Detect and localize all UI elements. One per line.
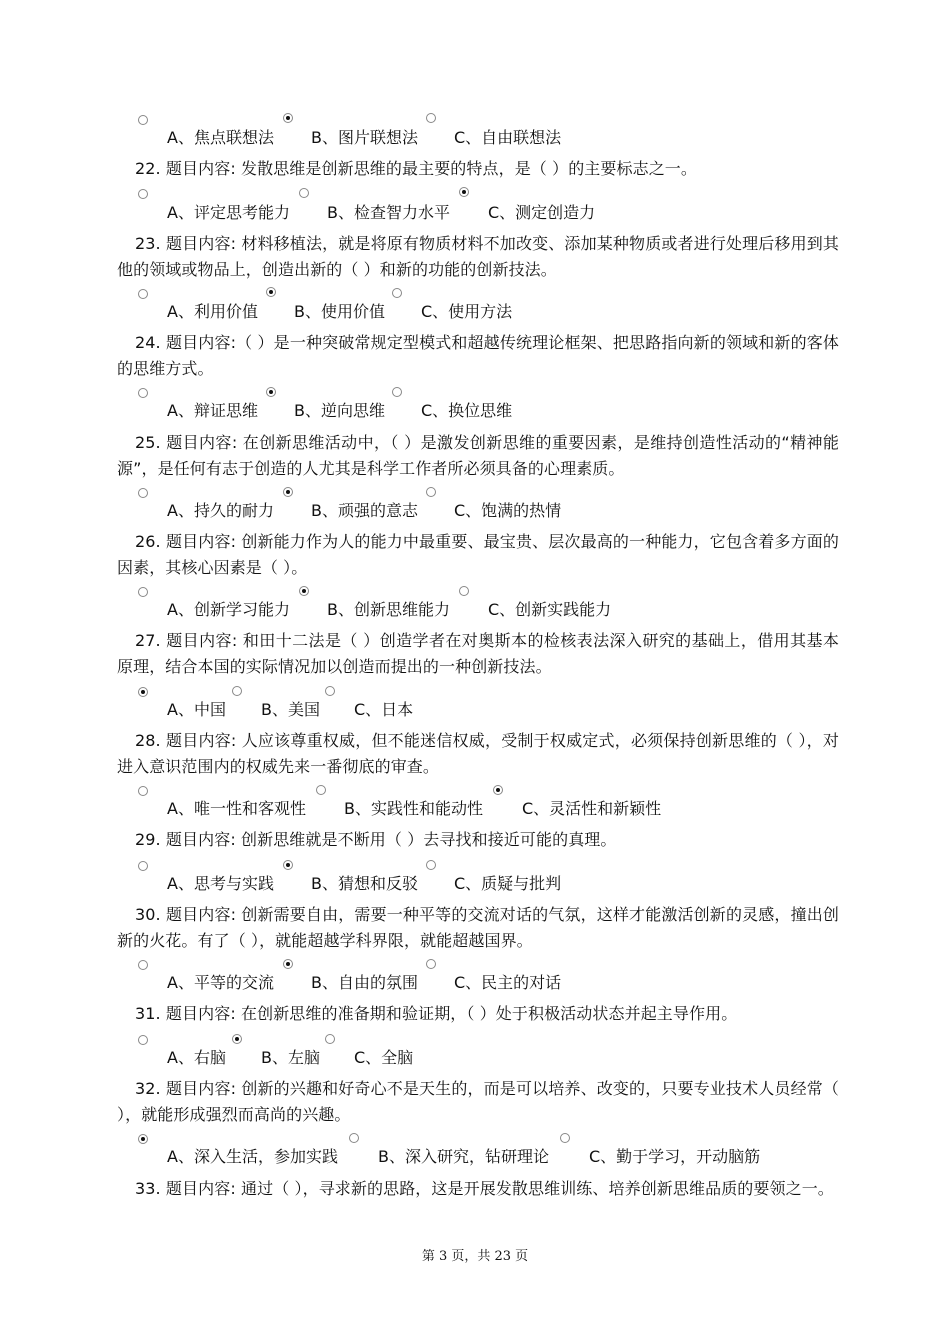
option-b: B、深入研究，钻研理论	[378, 1147, 549, 1166]
question-31-text: 31. 题目内容: 在创新思维的准备期和验证期，（ ）处于积极活动状态并起主导作用。	[135, 1004, 738, 1023]
radio-button[interactable]	[138, 115, 148, 125]
radio-button[interactable]	[459, 586, 469, 596]
radio-button-selected[interactable]	[266, 287, 276, 297]
radio-button[interactable]	[138, 1035, 148, 1045]
radio-button[interactable]	[138, 587, 148, 597]
question-26-text: 26. 题目内容: 创新能力作为人的能力中最重要、最宝贵、层次最高的一种能力，它包含着多方面的因素，其核心因素是（ ）。	[117, 532, 839, 577]
radio-button[interactable]	[299, 188, 309, 198]
option-b: B、实践性和能动性	[344, 799, 483, 818]
radio-button-selected[interactable]	[138, 687, 148, 697]
option-c: C、创新实践能力	[488, 600, 612, 619]
option-a: A、利用价值	[167, 302, 258, 321]
option-b: B、自由的氛围	[311, 973, 418, 992]
radio-button-selected[interactable]	[283, 487, 293, 497]
radio-button[interactable]	[325, 1034, 335, 1044]
option-c: C、使用方法	[421, 302, 513, 321]
question-27-text: 27. 题目内容: 和田十二法是（ ）创造学者在对奥斯本的检核表法深入研究的基础上，借用其基本原理，结合本国的实际情况加以创造而提出的一种创新技法。	[117, 631, 839, 676]
option-a: A、评定思考能力	[167, 203, 290, 222]
radio-button[interactable]	[392, 387, 402, 397]
radio-button-selected[interactable]	[283, 959, 293, 969]
radio-button[interactable]	[426, 959, 436, 969]
radio-button[interactable]	[325, 686, 335, 696]
question-33-text: 33. 题目内容: 通过（ ），寻求新的思路，这是开展发散思维训练、培养创新思维品质的要领之一。	[135, 1179, 834, 1198]
option-c: C、饱满的热情	[454, 501, 562, 520]
option-b: B、逆向思维	[294, 401, 385, 420]
option-a: A、思考与实践	[167, 874, 274, 893]
radio-button[interactable]	[426, 113, 436, 123]
option-b: B、使用价值	[294, 302, 385, 321]
radio-button-selected[interactable]	[299, 586, 309, 596]
radio-button[interactable]	[138, 189, 148, 199]
option-c: C、质疑与批判	[454, 874, 562, 893]
radio-button[interactable]	[138, 786, 148, 796]
radio-button-selected[interactable]	[138, 1134, 148, 1144]
radio-button[interactable]	[138, 388, 148, 398]
radio-button[interactable]	[138, 488, 148, 498]
radio-button-selected[interactable]	[283, 113, 293, 123]
option-a: A、辩证思维	[167, 401, 258, 420]
option-b: B、顽强的意志	[311, 501, 418, 520]
option-a: A、中国	[167, 700, 226, 719]
option-b: B、左脑	[261, 1048, 320, 1067]
radio-button[interactable]	[316, 785, 326, 795]
option-c: C、自由联想法	[454, 128, 562, 147]
question-30-text: 30. 题目内容: 创新需要自由，需要一种平等的交流对话的气氛，这样才能激活创新的灵感，撞出创新的火花。有了（ ），就能超越学科界限，就能超越国界。	[117, 905, 839, 950]
question-22-text: 22. 题目内容: 发散思维是创新思维的最主要的特点，是（ ）的主要标志之一。	[135, 159, 697, 178]
option-b: B、检查智力水平	[327, 203, 450, 222]
question-32-text: 32. 题目内容: 创新的兴趣和好奇心不是天生的，而是可以培养、改变的，只要专业技术人员经常（ ），就能形成强烈而高尚的兴趣。	[117, 1079, 839, 1124]
option-c: C、换位思维	[421, 401, 513, 420]
option-a: A、持久的耐力	[167, 501, 274, 520]
page-footer: 第 3 页，共 23 页	[421, 1249, 529, 1264]
option-c: C、勤于学习，开动脑筋	[589, 1147, 761, 1166]
radio-button-selected[interactable]	[232, 1034, 242, 1044]
option-a: A、焦点联想法	[167, 128, 274, 147]
option-c: C、灵活性和新颖性	[522, 799, 662, 818]
question-29-text: 29. 题目内容: 创新思维就是不断用（ ）去寻找和接近可能的真理。	[135, 830, 617, 849]
radio-button[interactable]	[392, 288, 402, 298]
option-a: A、深入生活，参加实践	[167, 1147, 338, 1166]
option-b: B、美国	[261, 700, 320, 719]
option-b: B、创新思维能力	[327, 600, 450, 619]
option-a: A、右脑	[167, 1048, 226, 1067]
radio-button-selected[interactable]	[283, 860, 293, 870]
option-b: B、图片联想法	[311, 128, 418, 147]
option-a: A、创新学习能力	[167, 600, 290, 619]
option-a: A、唯一性和客观性	[167, 799, 306, 818]
option-b: B、猜想和反驳	[311, 874, 418, 893]
radio-button[interactable]	[138, 861, 148, 871]
radio-button[interactable]	[349, 1133, 359, 1143]
radio-button[interactable]	[426, 487, 436, 497]
radio-button[interactable]	[426, 860, 436, 870]
radio-button[interactable]	[138, 960, 148, 970]
radio-button-selected[interactable]	[266, 387, 276, 397]
option-c: C、民主的对话	[454, 973, 562, 992]
radio-button[interactable]	[560, 1133, 570, 1143]
radio-button-selected[interactable]	[459, 187, 469, 197]
option-c: C、测定创造力	[488, 203, 596, 222]
radio-button[interactable]	[232, 686, 242, 696]
question-24-text: 24. 题目内容:（ ）是一种突破常规定型模式和超越传统理论框架、把思路指向新的领域和新的客体的思维方式。	[117, 333, 839, 378]
question-25-text: 25. 题目内容: 在创新思维活动中，（ ）是激发创新思维的重要因素，是维持创造性活动的“精神能源”，是任何有志于创造的人尤其是科学工作者所必须具备的心理素质。	[117, 433, 839, 478]
question-28-text: 28. 题目内容: 人应该尊重权威，但不能迷信权威，受制于权威定式，必须保持创新思维的（ ），对进入意识范围内的权威先来一番彻底的审查。	[117, 731, 839, 776]
option-c: C、日本	[354, 700, 414, 719]
radio-button-selected[interactable]	[493, 785, 503, 795]
option-a: A、平等的交流	[167, 973, 274, 992]
option-c: C、全脑	[354, 1048, 414, 1067]
radio-button[interactable]	[138, 289, 148, 299]
question-23-text: 23. 题目内容: 材料移植法，就是将原有物质材料不加改变、添加某种物质或者进行处理后移用到其他的领域或物品上，创造出新的（ ）和新的功能的创新技法。	[117, 234, 839, 279]
